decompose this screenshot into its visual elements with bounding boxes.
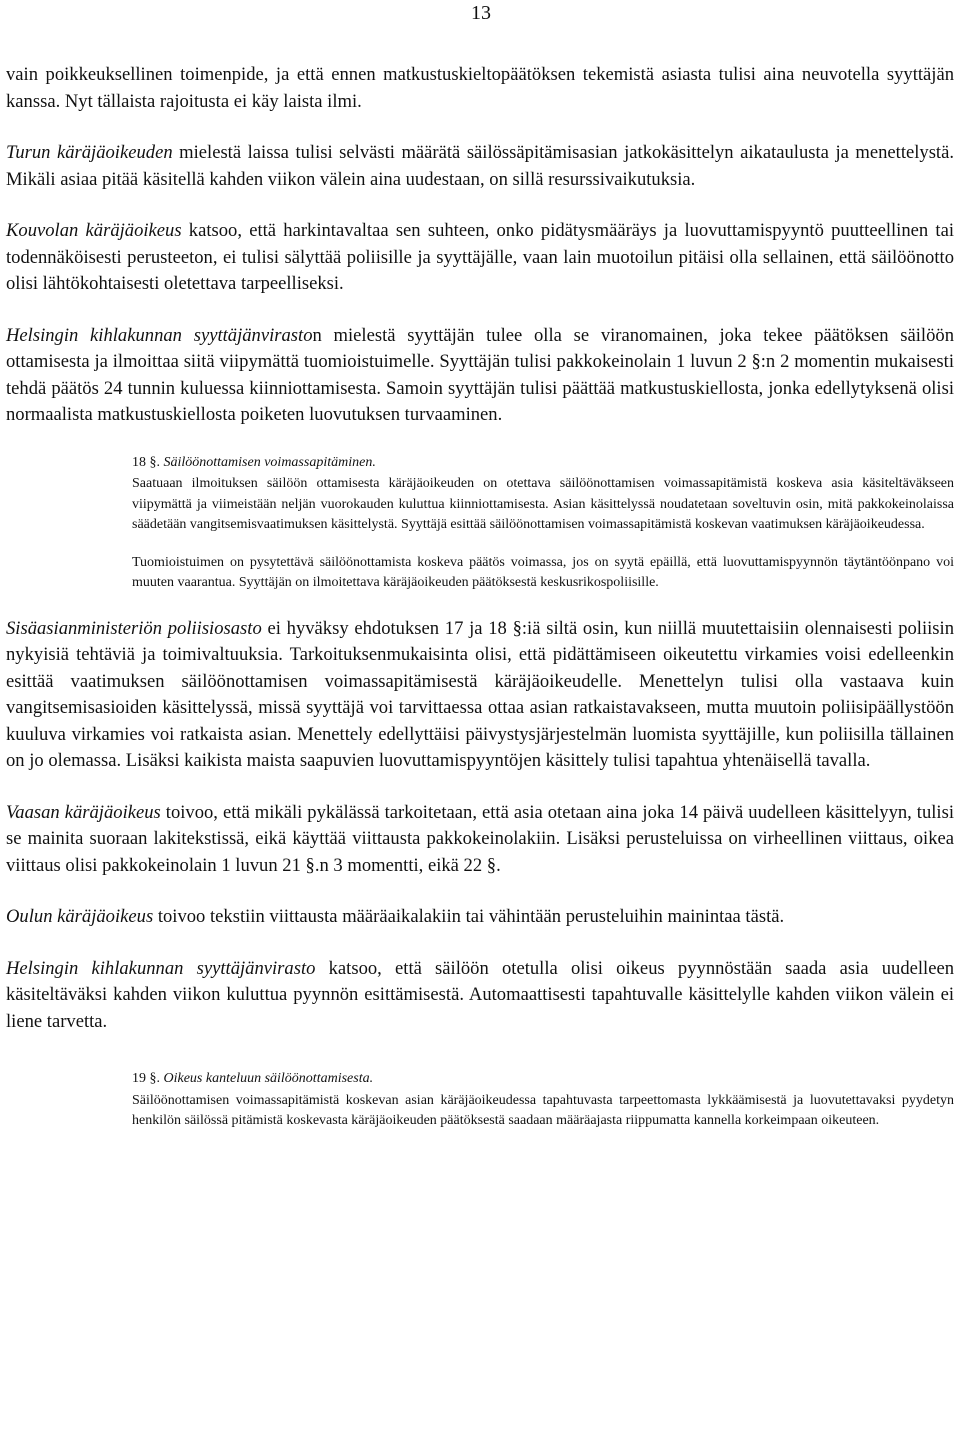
- section-number: 18 §.: [132, 454, 160, 470]
- text-segment: vain poikkeuksellinen toimenpide, ja että ennen matkustuskieltopäätöksen tekemistä asiasta tulisi aina neuvotella syyttäjän kanssa. Nyt tällaista rajoitusta ei käy laista ilmi.: [6, 64, 954, 112]
- italic-segment: Helsingin kihlakunnan syyttäjänvirasto: [6, 324, 313, 346]
- italic-segment: Sisäasianministeriön poliisiosasto: [6, 617, 262, 639]
- text-segment: toivoo tekstiin viittausta määräaikalakiin tai vähintään perusteluihin mainintaa tästä.: [153, 906, 785, 927]
- section-heading: [132, 453, 954, 474]
- italic-segment: Turun käräjäoikeuden: [6, 142, 173, 163]
- section-heading: [132, 1069, 954, 1090]
- law-text: Saatuaan ilmoituksen säilöön ottamisesta käräjäoikeuden on otettava säilöönottamisen voimassapitämistä koskeva asia käsiteltäväkseen viipymättä ja viimeistään neljän vuorokauden kuluttua kiinniottamisesta. Asian käsittelyssä noudatetaan soveltuvin osin, mitä pakkokeinolaissa säädetään vangitsemisvaatimuksen käsittelystä. Syyttäjä esittää säilöönottamisen voimassapitämistä koskevan vaatimuksen käräjäoikeudessa.: [132, 476, 954, 532]
- law-excerpt-19: [132, 1069, 954, 1132]
- paragraph: [6, 616, 954, 775]
- document-body: [6, 62, 954, 1132]
- paragraph: [6, 323, 954, 429]
- italic-segment: Kouvolan käräjäoikeus: [6, 220, 182, 241]
- law-excerpt-18: [132, 453, 954, 594]
- text-segment: toivoo, että mikäli pykälässä tarkoitetaan, että asia otetaan aina joka 14 päivä uudelleen käsittelyyn, tulisi se mainita suoraan lakitekstissä, eikä käyttää viittausta pakkokeinolakiin. Lisäksi perusteluissa on virheellinen viittaus, oikea viittaus olisi pakkokeinolain 1 luvun 21 §.n 3 momentti, eikä 22 §.: [6, 801, 955, 876]
- paragraph: [6, 904, 954, 931]
- section-title: Säilöönottamisen voimassapitäminen.: [160, 454, 376, 470]
- section-number: 19 §.: [132, 1071, 160, 1086]
- paragraph: [6, 956, 954, 1036]
- paragraph: [6, 800, 954, 880]
- text-segment: n mielestä syyttäjän tulee olla se viranomainen, joka tekee päätöksen säilöön ottamisesta ja ilmoittaa siitä viipymättä tuomioistuimelle. Syyttäjän tulisi pakkokeinolain 1 luvun 2 §:n 2 momentin mukaisesti tehdä päätös 24 tunnin kuluessa kiinniottamisesta. Samoin syyttäjän tulisi päättää matkustuskiellosta, jonka edellytyksenä olisi normaalista matkustuskiellosta poiketen luovutuksen turvaaminen.: [6, 324, 954, 425]
- text-segment: katsoo, että säilöön otetulla olisi oikeus pyynnöstään saada asia uudelleen käsiteltäväksi kahden viikon kuluttua pyynnön esittämisestä. Automaattisesti tapahtuvalle käsittelylle kahden viikon välein ei liene tarvetta.: [6, 957, 954, 1032]
- paragraph: [6, 218, 954, 298]
- italic-segment: Vaasan käräjäoikeus: [6, 801, 161, 823]
- text-segment: katsoo, että harkintavaltaa sen suhteen, onko pidätysmääräys ja luovuttamispyyntö puutteellinen tai todennäköisesti perusteeton, ei tulisi sälyttää poliisille ja syyttäjälle, vaan lain muotoilun pitäisi olla sellainen, että säilöönotto olisi lähtökohtaisesti oletettava tarpeelliseksi.: [6, 220, 954, 294]
- section-title: Oikeus kanteluun säilöönottamisesta.: [160, 1071, 374, 1086]
- italic-segment: Helsingin kihlakunnan syyttäjänvirasto: [6, 957, 316, 979]
- law-text: Säilöönottamisen voimassapitämistä koskevan asian käräjäoikeudessa tapahtuvasta tarpeettomasta lykkäämisestä ja luovutettavaksi pyydetyn henkilön säilössä pitämistä koskevasta käräjäoikeuden päätöksestä saadaan määräajasta riippumatta kannella korkeimpaan oikeuteen.: [132, 1092, 954, 1128]
- page-number: 13: [471, 2, 491, 24]
- text-segment: ei hyväksy ehdotuksen 17 ja 18 §:iä siltä osin, kun niillä muutettaisiin olennaisesti poliisin nykyisiä tehtäviä ja toimivaltuuksia. Tarkoituksenmukaisinta olisi, että pidättämiseen oikeutettu virkamies voisi edelleenkin esittää vaatimuksen säilöönottamisen voimassapitämisestä käräjäoikeudelle. Menettelyn tulisi olla vastaava kuin vangitsemisasioiden käsittelyssä, missä syyttäjä voi tarvittaessa ottaa asian ratkaistavakseen, mutta muutoin poliisipäällystöön kuuluva virkamies voi ratkaista asian. Menettely edellyttäisi päivystysjärjestelmän luomista syyttäjille, kun poliisilla tällainen on jo olemassa. Lisäksi kaikista maista saapuvien luovuttamispyyntöjen käsittely tulisi tapahtua yhtenäisellä tavalla.: [6, 617, 955, 771]
- italic-segment: Oulun käräjäoikeus: [6, 906, 154, 927]
- law-text: Tuomioistuimen on pysytettävä säilöönottamista koskeva päätös voimassa, jos on syytä epäillä, että luovuttamispyynnön täytäntöönpano voi muuten vaarantua. Syyttäjän on ilmoitettava käräjäoikeuden päätöksestä keskusrikospoliisille.: [132, 554, 954, 590]
- paragraph: [6, 140, 954, 193]
- paragraph: [6, 62, 954, 115]
- text-segment: mielestä laissa tulisi selvästi määrätä säilössäpitämisasian jatkokäsittelyn aikataulusta ja menettelystä. Mikäli asiaa pitää käsitellä kahden viikon välein aina uudestaan, on sillä resurssivaikutuksia.: [6, 142, 954, 190]
